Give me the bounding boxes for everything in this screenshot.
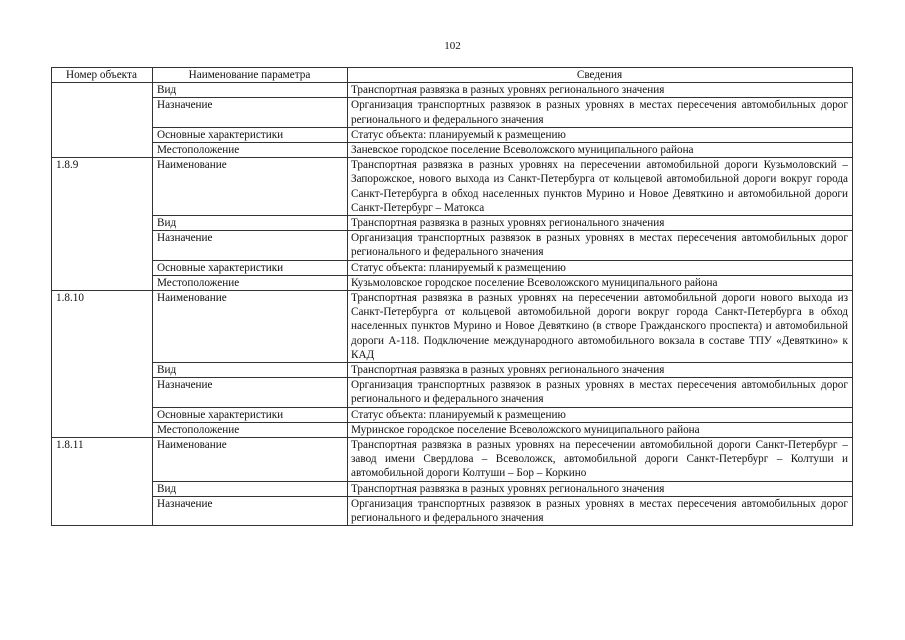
value-cell: Организация транспортных развязок в разных уровнях в местах пересечения автомобильных дорог регионального и федерального значения <box>348 98 853 127</box>
table-header-row <box>52 68 853 83</box>
table-row <box>52 422 853 437</box>
table-row <box>52 127 853 142</box>
table-row <box>52 143 853 158</box>
parameter-cell: Местоположение <box>153 143 348 158</box>
object-number-cell: 1.8.9 <box>52 158 153 291</box>
parameter-cell: Назначение <box>153 378 348 407</box>
value-cell: Транспортная развязка в разных уровнях на пересечении автомобильной дороги Кузьмоловский – Запорожское, нового выхода из Санкт-Петербурга от кольцевой автомобильной дороги вокруг города Санкт-Петербурга в обход населенных пунктов Мурино и Новое Девяткино и автомобильной дороги Санкт-Петербург – Матокса <box>348 158 853 216</box>
parameter-cell: Назначение <box>153 231 348 260</box>
table-row <box>52 481 853 496</box>
object-number-cell <box>52 83 153 158</box>
parameter-cell: Местоположение <box>153 422 348 437</box>
parameter-cell: Наименование <box>153 438 348 482</box>
table-row <box>52 158 853 216</box>
value-cell: Статус объекта: планируемый к размещению <box>348 260 853 275</box>
table-row <box>52 378 853 407</box>
table-row <box>52 216 853 231</box>
parameter-cell: Вид <box>153 216 348 231</box>
parameter-cell: Назначение <box>153 496 348 525</box>
header-object-number: Номер объекта <box>52 68 153 83</box>
page-number: 102 <box>444 40 461 52</box>
parameter-cell: Вид <box>153 83 348 98</box>
objects-table <box>51 67 853 526</box>
value-cell: Транспортная развязка в разных уровнях регионального значения <box>348 481 853 496</box>
table-row <box>52 98 853 127</box>
table-row <box>52 260 853 275</box>
value-cell: Организация транспортных развязок в разных уровнях в местах пересечения автомобильных дорог регионального и федерального значения <box>348 496 853 525</box>
table-row <box>52 83 853 98</box>
table-row <box>52 363 853 378</box>
table-row <box>52 231 853 260</box>
table-row <box>52 407 853 422</box>
value-cell: Статус объекта: планируемый к размещению <box>348 407 853 422</box>
table-row <box>52 275 853 290</box>
value-cell: Транспортная развязка в разных уровнях на пересечении автомобильной дороги нового выхода из Санкт-Петербурга от кольцевой автомобильной дороги вокруг города Санкт-Петербурга в обход населенных пунктов Мурино и Новое Девяткино (в створе Гражданского проспекта) и автомобильной дороги А-118. Подключение международного автомобильного вокзала в составе ТПУ «Девяткино» к КАД <box>348 291 853 363</box>
parameter-cell: Наименование <box>153 291 348 363</box>
table-row <box>52 496 853 525</box>
header-parameter-name: Наименование параметра <box>153 68 348 83</box>
parameter-cell: Основные характеристики <box>153 407 348 422</box>
object-number-cell: 1.8.10 <box>52 291 153 438</box>
parameter-cell: Вид <box>153 363 348 378</box>
parameter-cell: Местоположение <box>153 275 348 290</box>
value-cell: Транспортная развязка в разных уровнях регионального значения <box>348 83 853 98</box>
value-cell: Организация транспортных развязок в разных уровнях в местах пересечения автомобильных дорог регионального и федерального значения <box>348 378 853 407</box>
value-cell: Статус объекта: планируемый к размещению <box>348 127 853 142</box>
parameter-cell: Назначение <box>153 98 348 127</box>
table-row <box>52 291 853 363</box>
value-cell: Транспортная развязка в разных уровнях регионального значения <box>348 216 853 231</box>
value-cell: Транспортная развязка в разных уровнях на пересечении автомобильной дороги Санкт-Петербург – завод имени Свердлова – Всеволожск, автомобильной дороги Санкт-Петербург – Колтуши и автомобильной дороги Колтуши – Бор – Коркино <box>348 438 853 482</box>
object-number-cell: 1.8.11 <box>52 438 153 526</box>
table-row <box>52 438 853 482</box>
value-cell: Транспортная развязка в разных уровнях регионального значения <box>348 363 853 378</box>
value-cell: Заневское городское поселение Всеволожского муниципального района <box>348 143 853 158</box>
value-cell: Организация транспортных развязок в разных уровнях в местах пересечения автомобильных дорог регионального и федерального значения <box>348 231 853 260</box>
value-cell: Кузьмоловское городское поселение Всеволожского муниципального района <box>348 275 853 290</box>
header-details: Сведения <box>348 68 853 83</box>
parameter-cell: Основные характеристики <box>153 260 348 275</box>
value-cell: Муринское городское поселение Всеволожского муниципального района <box>348 422 853 437</box>
parameter-cell: Наименование <box>153 158 348 216</box>
parameter-cell: Основные характеристики <box>153 127 348 142</box>
parameter-cell: Вид <box>153 481 348 496</box>
